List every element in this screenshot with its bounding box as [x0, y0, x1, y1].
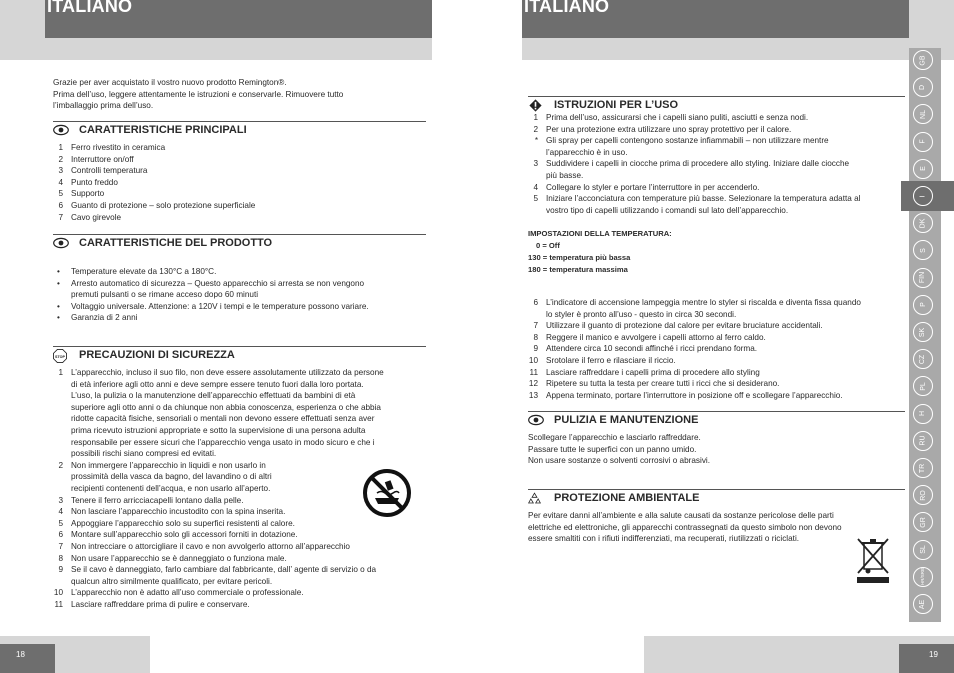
list-item-number: •: [57, 301, 60, 311]
temperature-heading: IMPOSTAZIONI DELLA TEMPERATURA:: [528, 229, 672, 238]
list-item: [53, 367, 425, 379]
list-item-text: Non immergere l’apparecchio in liquidi e non usarlo in: [71, 460, 266, 470]
language-tab[interactable]: [913, 540, 933, 560]
list-item-text: Se il cavo è danneggiato, farlo cambiare dal fabbricante, dall’ agente di servizio o da: [71, 565, 377, 575]
cleaning-line: Passare tutte le superfici con un panno umido.: [528, 444, 697, 454]
list-item-text: l’apparecchio è in uso.: [546, 147, 628, 157]
temperature-settings: [528, 228, 828, 276]
list-item-text: Supporto: [71, 189, 105, 199]
language-tab-label: GR: [919, 517, 927, 528]
list-item-number: 9: [58, 565, 63, 575]
list-item-text: Temperature elevate da 130°C a 180°C.: [71, 267, 217, 276]
environment-heading: [528, 489, 905, 508]
intro-text: [53, 77, 425, 112]
list-item-number: 8: [533, 332, 538, 342]
list-item-number: 12: [528, 379, 538, 389]
list-item-number: 5: [533, 194, 538, 204]
language-tab-label: F: [919, 139, 927, 144]
environment-line: elettriche ed elettroniche, gli apparecchi contrassegnati da questo simbolo non devono: [528, 522, 842, 532]
list-item: [528, 355, 908, 367]
list-item: [528, 309, 908, 321]
right-title-bar: [522, 0, 909, 38]
list-item: [528, 170, 908, 182]
list-item-text: Reggere il manico e avvolgere i capelli attorno al ferro caldo.: [546, 332, 766, 342]
list-item: [53, 553, 425, 565]
list-item: [53, 312, 425, 324]
list-item: [53, 529, 425, 541]
language-tab-label: CZ: [919, 354, 927, 364]
features-heading-label: CARATTERISTICHE PRINCIPALI: [79, 124, 247, 136]
list-item: [528, 343, 908, 355]
list-item-text: L’indicatore di accensione lampeggia mentre lo styler si riscalda e diventa fissa quando: [546, 298, 861, 307]
features-list: [53, 142, 425, 223]
list-item-text: recipienti contenenti dell’acqua, e non usarlo all’aperto.: [71, 483, 271, 493]
list-item-number: 4: [58, 177, 63, 187]
language-tab[interactable]: [913, 431, 933, 451]
cleaning-heading: [528, 411, 905, 430]
language-tab-label: NL: [919, 109, 927, 119]
language-tab[interactable]: [913, 159, 933, 179]
list-item: [53, 518, 425, 530]
language-tab-label: H: [919, 411, 927, 417]
list-item: [53, 448, 425, 460]
list-item-number: 3: [58, 495, 63, 505]
list-item-text: Garanzia di 2 anni: [71, 313, 138, 323]
bottom-center-gap: [150, 636, 644, 673]
list-item: [53, 278, 425, 290]
list-item-text: Lasciare raffreddare prima di pulire e conservare.: [71, 599, 250, 609]
list-item-number: 3: [533, 159, 538, 169]
list-item: [528, 124, 908, 136]
list-item-number: *: [534, 136, 538, 146]
language-tab[interactable]: [913, 186, 933, 206]
list-item-number: 1: [533, 113, 538, 122]
list-item-text: vostro tipo di capelli utilizzando i comandi sul lato dell’apparecchio.: [546, 205, 789, 215]
list-item: [53, 437, 425, 449]
list-item-number: 11: [54, 599, 63, 609]
language-tab-label: I: [919, 195, 927, 197]
list-item: [53, 177, 425, 189]
list-item: [53, 402, 425, 414]
language-tab-label: RU: [919, 435, 927, 446]
list-item-number: 2: [533, 124, 538, 134]
recycle-icon: [528, 492, 541, 505]
list-item-number: 6: [533, 298, 538, 307]
list-item-text: L’uso, la pulizia o la manutenzione dell’apparecchio effettuati da bambini di età: [71, 391, 356, 401]
environment-text: [528, 510, 906, 545]
list-item-number: 2: [58, 154, 63, 164]
list-item-number: 1: [58, 143, 63, 152]
list-item: [528, 182, 908, 194]
list-item: [53, 413, 425, 425]
environment-heading-label: PROTEZIONE AMBIENTALE: [554, 492, 700, 504]
list-item: [53, 379, 425, 391]
list-item-number: 5: [58, 189, 63, 199]
product-heading-label: CARATTERISTICHE DEL PRODOTTO: [79, 237, 273, 249]
safety-heading-label: PRECAUZIONI DI SICUREZZA: [79, 349, 235, 361]
intro-line: Prima dell’uso, leggere attentamente le istruzioni e conservarle. Rimuovere tutto: [53, 89, 344, 99]
list-item-text: Cavo girevole: [71, 212, 122, 222]
list-item-text: premuti pulsanti o se rimane acceso dopo 60 minuti: [71, 290, 259, 300]
language-tab-label: GB: [919, 54, 927, 66]
list-item-text: Ferro rivestito in ceramica: [71, 143, 166, 152]
list-item: [53, 142, 425, 154]
list-item: [53, 564, 425, 576]
list-item-text: Appena terminato, portare l’interruttore in posizione off e scollegare l’apparecchio.: [546, 390, 843, 400]
language-tab-label: D: [919, 84, 927, 90]
list-item: [528, 193, 908, 205]
language-tab-label: AE: [919, 599, 927, 609]
list-item-text: Interruttore on/off: [71, 154, 134, 164]
environment-line: essere smaltiti con i rifiuti indifferenziati, ma recuperati, riutilizzati o riciclati.: [528, 534, 800, 543]
safety-heading: [53, 346, 426, 365]
list-item-number: •: [57, 267, 60, 276]
right-page-title: ITALIANO: [524, 0, 610, 16]
cleaning-line: Non usare sostanze o solventi corrosivi o abrasivi.: [528, 456, 711, 465]
list-item: [528, 390, 908, 402]
list-item-number: 10: [528, 355, 538, 365]
cleaning-text: [528, 432, 906, 467]
list-item-text: lo styler è pronto all’uso - questo in circa 30 secondi.: [546, 309, 737, 319]
list-item-number: 7: [533, 321, 538, 331]
list-item-number: 3: [58, 166, 63, 176]
language-tab[interactable]: [913, 268, 933, 288]
language-tab-label: HR/SRB: [920, 568, 926, 586]
cleaning-line: Scollegare l’apparecchio e lasciarlo raffreddare.: [528, 433, 701, 442]
list-item: [53, 576, 425, 588]
list-item: [53, 154, 425, 166]
language-tab-label: RO: [919, 489, 927, 501]
language-tab-label: TR: [919, 463, 927, 473]
language-tab-label: SL: [919, 545, 927, 554]
list-item-text: Srotolare il ferro e rilasciare il riccio.: [546, 355, 676, 365]
list-item: [53, 188, 425, 200]
list-item-text: Voltaggio universale. Attenzione: a 120V i tempi e le temperature possono variare.: [71, 301, 369, 311]
list-item-number: 8: [58, 553, 63, 563]
list-item: [528, 205, 908, 217]
list-item: [528, 332, 908, 344]
language-tab[interactable]: [913, 295, 933, 315]
language-tab-label: E: [919, 166, 927, 172]
list-item-text: prima ricevuto istruzioni appropriate e sotto la supervisione di una persona adulta: [71, 425, 366, 435]
list-item-text: Collegare lo styler e portare l’interruttore in per accenderlo.: [546, 182, 760, 192]
instructions-list-continued: [528, 297, 908, 401]
list-item: [53, 425, 425, 437]
list-item-text: Tenere il ferro arricciacapelli lontano dalla pelle.: [71, 495, 244, 505]
list-item-number: 2: [58, 460, 63, 470]
list-item: [53, 587, 425, 599]
list-item-text: Non usare l’apparecchio se è danneggiato o funziona male.: [71, 553, 287, 563]
language-tab-label: DK: [919, 218, 927, 229]
language-tab-label: SK: [919, 327, 927, 337]
list-item-text: Non intrecciare o attorcigliare il cavo e non avvolgerlo attorno all’apparecchio: [71, 541, 350, 551]
weee-bin-icon: [855, 537, 891, 585]
list-item: [528, 367, 908, 379]
list-item-text: ridotte capacità fisiche, sensoriali o mentali non devono essere effettuati senza aver: [71, 414, 375, 424]
list-item-number: 13: [528, 390, 538, 400]
features-heading: [53, 121, 426, 140]
eye-icon: [53, 124, 69, 136]
list-item-number: 1: [58, 368, 63, 377]
temperature-line: 0 = Off: [536, 241, 560, 250]
list-item-number: 9: [533, 344, 538, 354]
intro-line: l’imballaggio prima dell’uso.: [53, 101, 154, 110]
temperature-line: 180 = temperatura massima: [528, 265, 628, 274]
list-item: [53, 200, 425, 212]
list-item: [528, 135, 908, 147]
list-item-text: Per una protezione extra utilizzare uno spray protettivo per il calore.: [546, 124, 792, 134]
list-item-text: Arresto automatico di sicurezza – Questo apparecchio si arresta se non vengono: [71, 278, 365, 288]
cleaning-heading-label: PULIZIA E MANUTENZIONE: [554, 414, 699, 426]
language-tab[interactable]: [913, 567, 933, 587]
list-item-number: 4: [58, 507, 63, 517]
list-item: [528, 297, 908, 309]
environment-line: Per evitare danni all’ambiente e alla salute causati da sostanze pericolose delle parti: [528, 511, 834, 520]
stop-icon: [53, 349, 67, 363]
list-item: [53, 599, 425, 611]
list-item-text: prossimità della vasca da bagno, del lavandino o di altri: [71, 472, 272, 482]
list-item-text: Montare sull’apparecchio solo gli accessori forniti in dotazione.: [71, 530, 298, 540]
right-page-number: 19: [929, 650, 938, 659]
list-item-number: 4: [533, 182, 538, 192]
list-item-text: superiore agli otto anni o da chiunque non abbia conoscenza, esperienza o che abbia: [71, 402, 381, 412]
product-heading: [53, 234, 426, 253]
list-item-text: L’apparecchio non è adatto all’uso commerciale o professionale.: [71, 588, 304, 598]
right-page-number-box: [899, 644, 954, 673]
list-item-text: Gli spray per capelli contengono sostanze infiammabili – non utilizzare mentre: [546, 136, 829, 146]
list-item: [53, 266, 425, 278]
list-item-text: Iniziare l’acconciatura con temperature più basse. Selezionare la temperatura adatta al: [546, 194, 861, 204]
intro-line: Grazie per aver acquistato il vostro nuovo prodotto Remington®.: [53, 78, 287, 87]
list-item-number: 5: [58, 518, 63, 528]
list-item: [53, 289, 425, 301]
instructions-list: [528, 112, 908, 216]
language-tab[interactable]: [913, 50, 933, 70]
list-item-text: L’apparecchio, incluso il suo filo, non deve essere assolutamente utilizzato da persone: [71, 368, 384, 377]
list-item-text: Prima dell’uso, assicurarsi che i capelli siano puliti, asciutti e senza nodi.: [546, 113, 809, 122]
list-item-text: Controlli temperatura: [71, 166, 148, 176]
language-tab[interactable]: [913, 404, 933, 424]
list-item-text: Guanto di protezione – solo protezione superficiale: [71, 200, 256, 210]
list-item: [528, 378, 908, 390]
list-item-number: 11: [529, 367, 538, 377]
list-item: [528, 158, 908, 170]
list-item-number: •: [57, 313, 60, 323]
list-item-number: 7: [58, 541, 63, 551]
left-page-number-box: [0, 644, 55, 673]
center-gap: [432, 0, 522, 60]
list-item: [528, 320, 908, 332]
list-item-number: •: [57, 278, 60, 288]
language-tab-label: P: [919, 302, 927, 308]
list-item-text: Utilizzare il guanto di protezione dal calore per evitare bruciature accidentali.: [546, 321, 823, 331]
language-tab[interactable]: [913, 132, 933, 152]
list-item-text: responsabile per essere sicuri che l’apparecchio venga usato in modo sicuro e che i: [71, 437, 375, 447]
language-tab-label: FIN: [919, 271, 927, 284]
list-item: [528, 147, 908, 159]
list-item-number: 6: [58, 530, 63, 540]
language-tab[interactable]: [913, 322, 933, 342]
list-item-number: 10: [53, 588, 63, 598]
eye-icon: [53, 237, 69, 249]
left-page-number: 18: [16, 650, 25, 659]
list-item: [53, 212, 425, 224]
list-item-text: Lasciare raffreddare i capelli prima di procedere allo styling: [546, 367, 760, 377]
language-tab[interactable]: [913, 458, 933, 478]
list-item-text: Ripetere su tutta la testa per creare tutti i ricci che si desiderano.: [546, 379, 780, 389]
language-tab-label: PL: [919, 382, 927, 391]
list-item-text: qualcun altro similmente qualificato, per evitare pericoli.: [71, 576, 273, 586]
list-item-number: 6: [58, 200, 63, 210]
language-tab[interactable]: [913, 594, 933, 614]
instructions-heading-label: ISTRUZIONI PER L’USO: [554, 99, 679, 111]
temperature-line: 130 = temperatura più bassa: [528, 253, 631, 262]
list-item-text: possibili rischi siano compresi ed evitati.: [71, 449, 217, 459]
list-item: [53, 390, 425, 402]
list-item-text: Punto freddo: [71, 177, 118, 187]
list-item-text: Non lasciare l’apparecchio incustodito con la spina inserita.: [71, 507, 286, 517]
list-item-text: Suddividere i capelli in ciocche prima di procedere allo styling. Iniziare dalle ciocche: [546, 159, 850, 169]
stop-icon-text: STOP: [55, 354, 65, 359]
list-item: [53, 541, 425, 553]
list-item: [53, 301, 425, 313]
eye-icon: [528, 414, 544, 426]
list-item-number: 7: [58, 212, 63, 222]
product-list: [53, 266, 425, 324]
list-item-text: di età inferiore agli otto anni e deve sempre essere tenuto fuori dalla loro portata.: [71, 379, 364, 389]
list-item: [528, 112, 908, 124]
language-tab-label: S: [919, 248, 927, 253]
list-item-text: più basse.: [546, 170, 584, 180]
list-item-text: Attendere circa 10 secondi affinché i ricci prendano forma.: [546, 344, 758, 354]
no-water-icon: [362, 468, 412, 518]
list-item-text: Appoggiare l’apparecchio solo su superfici resistenti al calore.: [71, 518, 295, 528]
warning-icon: [529, 99, 542, 112]
left-title-bar: [45, 0, 432, 38]
left-page-title: ITALIANO: [47, 0, 133, 16]
list-item: [53, 165, 425, 177]
